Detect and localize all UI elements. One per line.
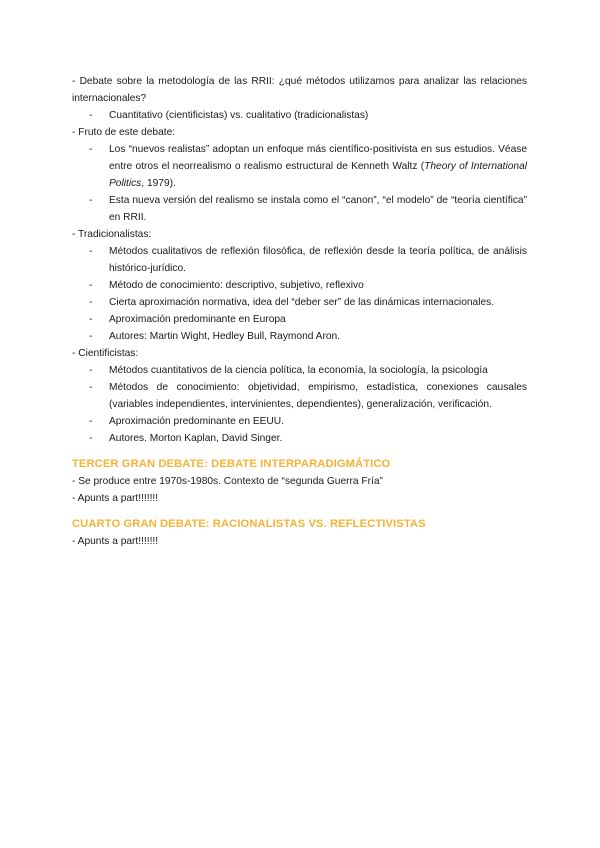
list-item-text: Métodos cualitativos de reflexión filosófica, de reflexión desde la teoría política, de análisis histórico-jurídico. [109,246,527,274]
dash-bullet: - [89,297,93,308]
intro-line: - Debate sobre la metodología de las RRII: ¿qué métodos utilizamos para analizar las relaciones internacionales? [72,76,527,104]
list-item [72,141,527,192]
section-gap [72,507,527,516]
list-item [72,379,527,413]
cuarto-line-1: - Apunts a part!!!!!!! [72,536,159,547]
fruto-line: - Fruto de este debate: [72,127,176,138]
tercer-line-2: - Apunts a part!!!!!!! [72,493,159,504]
cuarto-debate-heading: CUARTO GRAN DEBATE: RACIONALISTAS VS. REFLECTIVISTAS [72,518,426,530]
intro-list [72,107,527,124]
list-item [72,311,527,328]
list-item [72,192,527,226]
list-item-text-pre: Los “nuevos realistas” adoptan un enfoque más científico-positivista en sus estudios. Véase entre otros el neorrealismo o realismo estructural de Kenneth Waltz ( [109,144,527,172]
section-gap [72,447,527,456]
list-item [72,328,527,345]
tradicionalistas-line: - Tradicionalistas: [72,229,152,240]
list-item-text: Métodos cuantitativos de la ciencia política, la economía, la sociología, la psicología [109,365,488,376]
list-item-text-post: , 1979). [141,178,176,189]
list-item-text: Método de conocimiento: descriptivo, subjetivo, reflexivo [109,280,364,291]
dash-bullet: - [89,314,93,325]
list-item-text: Cierta aproximación normativa, idea del “deber ser” de las dinámicas internacionales. [109,297,495,308]
dash-bullet: - [89,246,93,257]
cientificistas-list [72,362,527,447]
list-item-text: Métodos de conocimiento: objetividad, empirismo, estadística, conexiones causales (variables independientes, intervinientes, dependientes), generalización, verificación. [109,382,527,410]
dash-bullet: - [89,280,93,291]
list-item-text: Esta nueva versión del realismo se instala como el “canon”, “el modelo” de “teoría científica” en RRII. [109,195,527,223]
dash-bullet: - [89,433,93,444]
book-title: Theory of International Politics [109,161,528,189]
dash-bullet: - [89,331,93,342]
list-item [72,413,527,430]
list-item [72,243,527,277]
cientificistas-line: - Cientificistas: [72,348,139,359]
fruto-list [72,141,527,226]
list-item-text: Aproximación predominante en EEUU. [109,416,284,427]
dash-bullet: - [89,365,93,376]
list-item [72,107,527,124]
dash-bullet: - [89,382,93,393]
dash-bullet: - [89,110,93,121]
list-item-text: Autores: Martin Wight, Hedley Bull, Raymond Aron. [109,331,341,342]
list-item-text: Cuantitativo (cientificistas) vs. cualitativo (tradicionalistas) [109,110,369,121]
list-item-text: Autores. Morton Kaplan, David Singer. [109,433,283,444]
document-page [72,73,527,550]
list-item [72,362,527,379]
tradicionalistas-list [72,243,527,345]
dash-bullet: - [89,195,93,206]
list-item [72,294,527,311]
tercer-line-1: - Se produce entre 1970s-1980s. Contexto de “segunda Guerra Fría” [72,476,383,487]
tercer-debate-heading: TERCER GRAN DEBATE: DEBATE INTERPARADIGMÁTICO [72,458,391,470]
list-item [72,430,527,447]
list-item [72,277,527,294]
dash-bullet: - [89,144,93,155]
list-item-text: Aproximación predominante en Europa [109,314,286,325]
dash-bullet: - [89,416,93,427]
